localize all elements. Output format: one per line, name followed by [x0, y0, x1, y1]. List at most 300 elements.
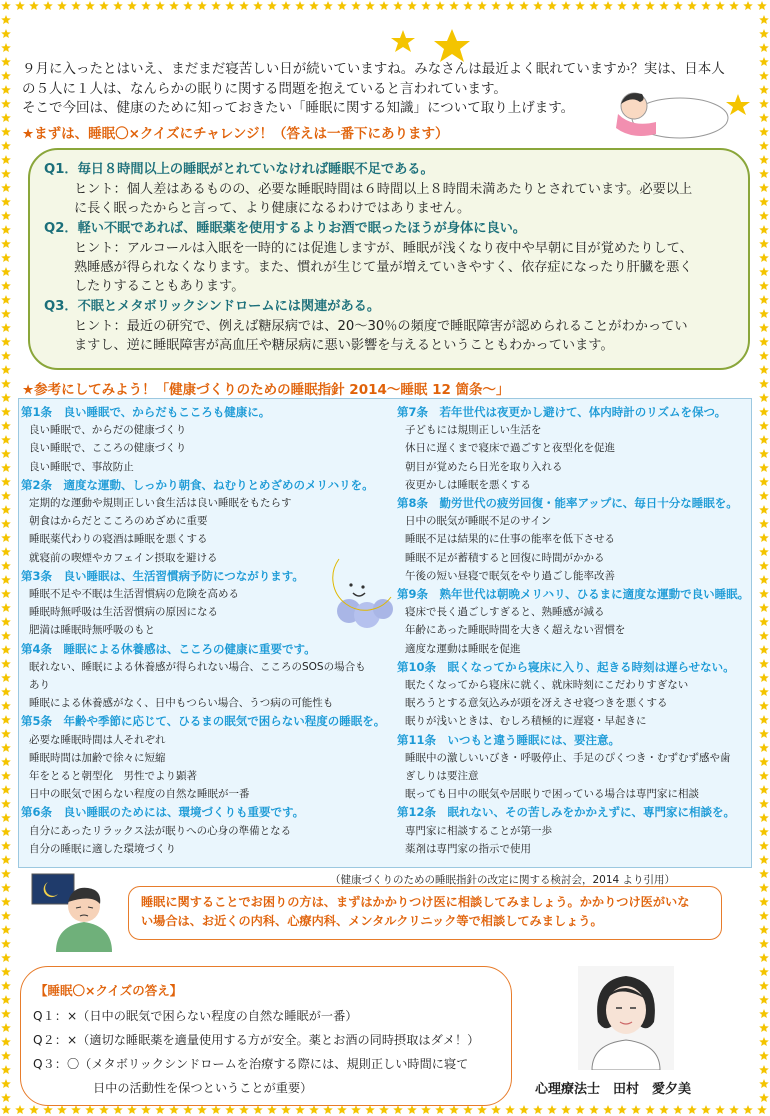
guideline-item-text: 薬剤は専門家の指示で使用 [405, 842, 531, 855]
border-star [1, 309, 11, 318]
border-star [533, 1105, 543, 1114]
border-star [1, 659, 11, 668]
border-star [1, 981, 11, 990]
border-star [295, 1105, 305, 1114]
border-star [71, 1, 81, 10]
citation-text: （健康づくりのための睡眠指針の改定に関する検討会，2014 より引用） [330, 874, 676, 886]
guideline-item [397, 603, 749, 621]
intro-line: ９月に入ったとはいえ、まだまだ寝苦しい日が続いていますね。みなさんは最近よく眠れていますか？実は、日本人 [22, 61, 725, 77]
border-star [1, 631, 11, 640]
border-star [759, 1037, 769, 1046]
answer-title: 【睡眠〇×クイズの答え】 [35, 983, 183, 998]
guideline-item-text: 朝食はからだとこころのめざめに重要 [29, 515, 208, 528]
guideline-item [397, 785, 749, 803]
border-star [673, 1, 683, 10]
border-star [547, 1105, 557, 1114]
border-star [491, 1105, 501, 1114]
border-star [1, 1037, 11, 1046]
border-star [1, 589, 11, 598]
border-star [393, 1, 403, 10]
quiz-hint: に長く眠ったからと言って、より健康になるわけではありません。 [74, 201, 471, 216]
guideline-item-text: 睡眠不足は結果的に仕事の能率を低下させる [405, 533, 615, 546]
border-star [1, 127, 11, 136]
border-star [1, 197, 11, 206]
guideline-item [397, 840, 749, 858]
border-star [1, 337, 11, 346]
border-star [1, 71, 11, 80]
article-heading: 第6条 良い睡眠のためには、環境づくりも重要です。 [21, 805, 305, 820]
border-star [759, 589, 769, 598]
border-star [1, 925, 11, 934]
guideline-item [397, 530, 749, 548]
guideline-item-text: 睡眠不足が蓄積すると回復に時間がかかる [405, 551, 605, 564]
therapist-portrait [578, 966, 674, 1070]
guideline-item-text: 眠りが浅いときは、むしろ積極的に遅寝・早起きに [405, 715, 647, 728]
border-star [759, 771, 769, 780]
border-star [1, 869, 11, 878]
answer-line: Q２：×（適切な睡眠薬を適量使用する方が安全。薬とお酒の同時摂取はダメ！） [33, 1033, 480, 1047]
border-star [759, 449, 769, 458]
article-heading: 第4条 睡眠による休養感は、こころの健康に重要です。 [21, 641, 316, 656]
border-star [1, 673, 11, 682]
border-star [505, 1105, 515, 1114]
border-star [253, 1105, 263, 1114]
article-heading: 第3条 良い睡眠は、生活習慣病予防につながります。 [21, 568, 304, 583]
border-star [1, 519, 11, 528]
guideline-item-text: 寝床で長く過ごしすぎると、熟睡感が減る [405, 606, 605, 619]
border-star [43, 1, 53, 10]
article-heading: 第9条 熟年世代は朝晩メリハリ、ひるまに適度な運動で良い睡眠。 [397, 587, 750, 601]
border-star [759, 659, 769, 668]
border-star [1, 1009, 11, 1018]
guideline-item-text: 肥満は睡眠時無呼吸のもと [29, 624, 155, 637]
border-star [687, 1105, 697, 1114]
border-star [759, 645, 769, 654]
border-star [759, 519, 769, 528]
guideline-item [397, 822, 749, 840]
border-star [43, 1105, 53, 1114]
border-star [1, 323, 11, 332]
border-star [715, 1, 725, 10]
article-heading: 第8条 勤労世代の疲労回復・能率アップに、毎日十分な睡眠を。 [397, 496, 738, 510]
guideline-item-text: 睡眠時間は加齢で徐々に短縮 [29, 751, 166, 764]
border-star [759, 855, 769, 864]
border-star [29, 1, 39, 10]
border-star [1, 169, 11, 178]
consultation-notice [128, 886, 722, 940]
guideline-item-text: 自分にあったリラックス法が眠りへの心身の準備となる [29, 824, 292, 837]
border-star [759, 1023, 769, 1032]
guideline-item [397, 421, 749, 439]
border-star [1, 701, 11, 710]
border-star [1, 295, 11, 304]
border-star [759, 197, 769, 206]
border-star [759, 421, 769, 430]
article-heading: 第2条 適度な運動、しっかり朝食、ねむりとめざめのメリハリを。 [21, 477, 374, 492]
border-star [1, 379, 11, 388]
border-star [1, 827, 11, 836]
border-star [141, 1105, 151, 1114]
border-star [127, 1105, 137, 1114]
border-star [225, 1105, 235, 1114]
guideline-item-text: 子どもには規則正しい生活を [405, 424, 542, 437]
border-star [1, 547, 11, 556]
border-star [759, 435, 769, 444]
border-star [1, 43, 11, 52]
border-star [759, 351, 769, 360]
quiz-hint: したりすることもあります。 [74, 279, 245, 294]
border-star [759, 617, 769, 626]
border-star [1, 99, 11, 108]
border-star [575, 1, 585, 10]
article-heading: 第11条 いつもと違う睡眠には、要注意。 [397, 732, 621, 747]
border-star [57, 1, 67, 10]
guideline-item [21, 530, 393, 548]
border-star [239, 1105, 249, 1114]
border-star [1, 757, 11, 766]
border-star [1, 29, 11, 38]
border-star [759, 673, 769, 682]
border-star [659, 1105, 669, 1114]
border-star [1, 645, 11, 654]
border-star [351, 1105, 361, 1114]
border-star [435, 1, 445, 10]
quiz-heading: ★まずは、睡眠〇×クイズにチャレンジ！（答えは一番下にあります） [22, 126, 449, 142]
border-star [71, 1105, 81, 1114]
border-star [759, 687, 769, 696]
border-star [379, 1105, 389, 1114]
quiz-question: Q1．毎日８時間以上の睡眠がとれていなければ睡眠不足である。 [44, 162, 434, 177]
sleeping-girl-illustration [612, 84, 762, 146]
guideline-item-text: 眠れない、睡眠による休養感が得られない場合、こころのSOSの場合も [29, 660, 366, 673]
border-star [1, 211, 11, 220]
border-star [759, 603, 769, 612]
border-star [1, 1079, 11, 1088]
border-star [155, 1105, 165, 1114]
border-star [759, 295, 769, 304]
border-star [603, 1, 613, 10]
border-star [1, 225, 11, 234]
border-star [337, 1, 347, 10]
border-star [759, 995, 769, 1004]
guideline-item-text: 良い睡眠で、こころの健康づくり [29, 442, 187, 455]
border-star [759, 379, 769, 388]
border-star [1, 1105, 11, 1114]
guideline-item [397, 549, 749, 567]
border-star [267, 1105, 277, 1114]
guideline-item-text: 年齢にあった睡眠時間を大きく超えない習慣を [405, 624, 626, 637]
guideline-item-text: 日中の眠気で困らない程度の自然な睡眠が一番 [29, 788, 250, 801]
border-star [1, 533, 11, 542]
article-heading: 第7条 若年世代は夜更かし避けて、体内時計のリズムを保つ。 [397, 405, 727, 419]
border-star [15, 1, 25, 10]
border-star [743, 1105, 753, 1114]
sleep-guideline-box [18, 398, 752, 868]
border-star [1, 785, 11, 794]
border-star [1, 155, 11, 164]
border-star [99, 1105, 109, 1114]
guideline-item-text: 午後の短い昼寝で眠気をやり過ごし能率改善 [405, 569, 615, 582]
border-star [759, 407, 769, 416]
border-star [659, 1, 669, 10]
border-star [759, 561, 769, 570]
border-star [1, 351, 11, 360]
border-star [1, 603, 11, 612]
border-star [759, 281, 769, 290]
border-star [1, 561, 11, 570]
border-star [1, 183, 11, 192]
guideline-item-text: ぎしりは要注意 [405, 769, 479, 782]
border-star [1, 365, 11, 374]
border-star [463, 1105, 473, 1114]
border-star [1, 1023, 11, 1032]
border-star [169, 1, 179, 10]
guideline-item-text: 睡眠時無呼吸は生活習慣病の原因になる [29, 606, 218, 619]
border-star [1, 491, 11, 500]
border-star [365, 1, 375, 10]
border-star [239, 1, 249, 10]
border-star [645, 1105, 655, 1114]
guideline-item-text: 必要な睡眠時間は人それぞれ [29, 733, 166, 746]
article-heading: 第10条 眠くなってから寝床に入り、起きる時刻は遅らせない。 [397, 659, 735, 674]
border-star [1, 281, 11, 290]
guideline-item-text: 日中の眠気が睡眠不足のサイン [405, 515, 552, 528]
border-star [113, 1105, 123, 1114]
border-star [379, 1, 389, 10]
border-star [589, 1, 599, 10]
border-star [1, 1051, 11, 1060]
border-star [759, 155, 769, 164]
border-star [757, 1105, 767, 1114]
border-star [759, 169, 769, 178]
border-star [759, 57, 769, 66]
stars-decoration [390, 28, 480, 64]
guideline-item [397, 567, 749, 585]
article-heading: 第12条 眠れない、その苦しみをかかえずに、専門家に相談を。 [397, 805, 735, 820]
guideline-item [397, 749, 749, 785]
guideline-item-text: 睡眠不足や不眠は生活習慣病の危険を高める [29, 587, 239, 600]
guideline-item [21, 731, 393, 749]
border-star [759, 1009, 769, 1018]
border-star [1, 953, 11, 962]
border-star [295, 1, 305, 10]
border-star [477, 1105, 487, 1114]
border-star [183, 1, 193, 10]
border-star [85, 1105, 95, 1114]
border-star [759, 841, 769, 850]
border-star [757, 1, 767, 10]
border-star [547, 1, 557, 10]
border-star [1, 617, 11, 626]
border-star [519, 1105, 529, 1114]
border-star [673, 1105, 683, 1114]
border-star [617, 1, 627, 10]
guideline-item-text: 睡眠薬代わりの寝酒は睡眠を悪くする [29, 533, 208, 546]
border-star [1, 715, 11, 724]
border-star [211, 1105, 221, 1114]
guideline-item [21, 694, 393, 712]
border-star [491, 1, 501, 10]
guideline-item [397, 476, 749, 494]
guideline-item-text: 専門家に相談することが第一歩 [405, 824, 552, 837]
border-star [421, 1105, 431, 1114]
guideline-item-text: 夜更かしは睡眠を悪くする [405, 478, 531, 491]
border-star [477, 1, 487, 10]
border-star [759, 785, 769, 794]
guideline-item-text: 朝目が覚めたら日光を取り入れる [405, 460, 563, 473]
border-star [29, 1105, 39, 1114]
border-star [759, 211, 769, 220]
guideline-item [21, 840, 393, 858]
border-star [449, 1105, 459, 1114]
border-star [759, 505, 769, 514]
guideline-item [397, 512, 749, 530]
border-star [505, 1, 515, 10]
border-star [1, 967, 11, 976]
border-star [435, 1105, 445, 1114]
border-star [759, 29, 769, 38]
border-star [687, 1, 697, 10]
border-star [759, 757, 769, 766]
border-star [1, 743, 11, 752]
guideline-item-text: 適度な運動は睡眠を促進 [405, 642, 521, 655]
border-star [759, 71, 769, 80]
border-star [155, 1, 165, 10]
border-star [1, 995, 11, 1004]
quiz-answer-box [20, 966, 512, 1106]
border-star [603, 1105, 613, 1114]
border-star [759, 309, 769, 318]
border-star [759, 183, 769, 192]
border-star [743, 1, 753, 10]
border-star [759, 491, 769, 500]
border-star [759, 701, 769, 710]
border-star [169, 1105, 179, 1114]
border-star [1, 939, 11, 948]
border-star [463, 1, 473, 10]
border-star [631, 1105, 641, 1114]
guideline-item [397, 712, 749, 730]
border-star [759, 337, 769, 346]
border-star [1, 841, 11, 850]
border-star [759, 813, 769, 822]
border-star [1, 505, 11, 514]
guideline-item-text: 眠ろうとする意気込みが頭を冴えさせ寝つきを悪くする [405, 697, 668, 710]
border-star [1, 575, 11, 584]
border-star [211, 1, 221, 10]
border-star [1, 393, 11, 402]
guideline-item [21, 458, 393, 476]
border-star [561, 1105, 571, 1114]
consultation-text [141, 893, 713, 931]
consult-line: 睡眠に関することでお困りの方は、まずはかかりつけ医に相談してみましょう。かかりつけ医がいな [141, 895, 690, 909]
quiz-question: Q2．軽い不眠であれば、睡眠薬を使用するよりお酒で眠ったほうが身体に良い。 [44, 221, 526, 236]
article-heading: 第5条 年齢や季節に応じて、ひるまの眠気で困らない程度の睡眠を。 [21, 714, 386, 729]
border-star [1, 267, 11, 276]
guideline-item-text: 良い睡眠で、からだの健康づくり [29, 424, 187, 437]
guideline-left-column [21, 403, 393, 858]
guideline-item [21, 421, 393, 439]
border-star [127, 1, 137, 10]
border-star [323, 1105, 333, 1114]
border-star [1, 449, 11, 458]
border-star [1, 911, 11, 920]
border-star [759, 225, 769, 234]
border-star [1, 855, 11, 864]
guideline-item [397, 676, 749, 694]
border-star [759, 15, 769, 24]
border-star [407, 1, 417, 10]
guideline-item [21, 494, 393, 512]
border-star [1, 477, 11, 486]
border-star [1, 883, 11, 892]
border-star [759, 925, 769, 934]
quiz-hint: ヒント：アルコールは入眠を一時的には促進しますが、睡眠が浅くなり夜中や早朝に目が覚めたりして、 [74, 241, 693, 256]
guideline-item-text: 良い睡眠で、事故防止 [29, 460, 134, 473]
signature: 心理療法士 田村 愛夕美 [535, 1082, 692, 1097]
border-star [759, 967, 769, 976]
sleepless-person-illustration [28, 872, 120, 954]
border-star [1, 813, 11, 822]
border-star [575, 1105, 585, 1114]
guideline-right-column [397, 403, 749, 858]
quiz-hint: ヒント：最近の研究で、例えば糖尿病では、20～30％の頻度で睡眠障害が認められることがわかってい [74, 319, 688, 334]
border-star [759, 253, 769, 262]
border-star [729, 1, 739, 10]
border-star [561, 1, 571, 10]
guideline-item [397, 458, 749, 476]
border-star [365, 1105, 375, 1114]
border-star [759, 547, 769, 556]
consult-line: い場合は、お近くの内科、心療内科、メンタルクリニック等で相談してみましょう。 [141, 914, 603, 928]
article-heading: 第1条 良い睡眠で、からだもこころも健康に。 [21, 405, 271, 419]
border-star [759, 883, 769, 892]
answer-line: Q３：〇（メタボリックシンドロームを治療する際には、規則正しい時間に寝て [33, 1057, 469, 1071]
guideline-item [21, 512, 393, 530]
border-star [759, 323, 769, 332]
border-star [759, 1079, 769, 1088]
border-star [225, 1, 235, 10]
border-star [197, 1105, 207, 1114]
border-star [1, 897, 11, 906]
border-star [759, 533, 769, 542]
border-star [1, 15, 11, 24]
border-star [759, 239, 769, 248]
guideline-item [397, 621, 749, 639]
border-star [759, 743, 769, 752]
border-star [1, 1093, 11, 1102]
guideline-item-text: あり [29, 678, 50, 691]
quiz-hint: ヒント：個人差はあるものの、必要な睡眠時間は６時間以上８時間未満あたりとされています。必要以上 [74, 182, 693, 197]
guideline-item [21, 439, 393, 457]
guideline-item [21, 822, 393, 840]
border-star [759, 477, 769, 486]
border-star [759, 1093, 769, 1102]
border-star [645, 1, 655, 10]
border-star [281, 1105, 291, 1114]
border-star [701, 1, 711, 10]
border-star [701, 1105, 711, 1114]
quiz-box [28, 148, 750, 370]
guideline-item [21, 749, 393, 767]
border-star [421, 1, 431, 10]
moon-illustration [319, 549, 399, 629]
quiz-hint: ますし、逆に睡眠障害が高血圧や糖尿病に悪い影響を与えるということもわかっています。 [74, 338, 614, 353]
intro-line: そこで今回は、健康のために知っておきたい「睡眠に関する知識」について取り上げます。 [22, 100, 575, 116]
border-star [759, 869, 769, 878]
border-star [759, 267, 769, 276]
border-star [253, 1, 263, 10]
